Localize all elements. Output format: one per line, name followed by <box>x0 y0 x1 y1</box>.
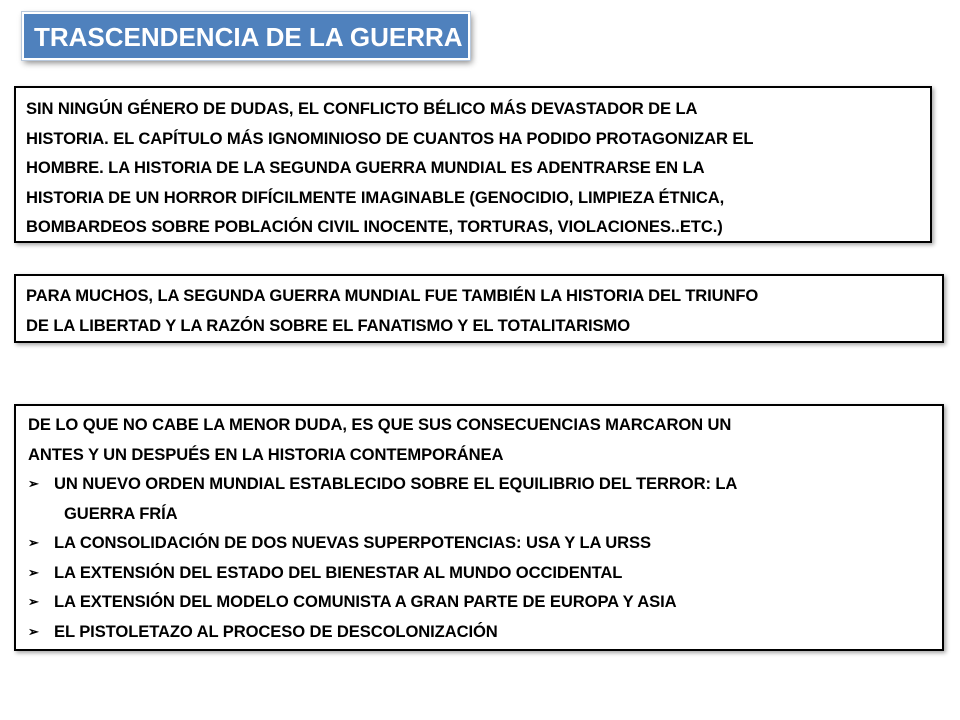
text-box-consequences <box>14 404 944 651</box>
text-line: HOMBRE. LA HISTORIA DE LA SEGUNDA GUERRA MUNDIAL ES ADENTRARSE EN LA <box>26 158 705 177</box>
text-line: PARA MUCHOS, LA SEGUNDA GUERRA MUNDIAL FUE TAMBIÉN LA HISTORIA DEL TRIUNFO <box>26 286 759 305</box>
intro-line: ANTES Y UN DESPUÉS EN LA HISTORIA CONTEMPORÁNEA <box>28 444 504 464</box>
text-line: DE LA LIBERTAD Y LA RAZÓN SOBRE EL FANATISMO Y EL TOTALITARISMO <box>26 315 631 335</box>
intro-line: DE LO QUE NO CABE LA MENOR DUDA, ES QUE SUS CONSECUENCIAS MARCARON UN <box>28 415 732 434</box>
bullet-item <box>28 558 932 588</box>
bullet-text: LA CONSOLIDACIÓN DE DOS NUEVAS SUPERPOTENCIAS: USA Y LA URSS <box>54 533 651 552</box>
text-box-triumph <box>14 274 944 343</box>
bullet-continuation: GUERRA FRÍA <box>64 503 178 523</box>
bullet-item <box>28 528 932 558</box>
bullet-text: UN NUEVO ORDEN MUNDIAL ESTABLECIDO SOBRE EL EQUILIBRIO DEL TERROR: LA <box>54 474 738 493</box>
bullet-text: EL PISTOLETAZO AL PROCESO DE DESCOLONIZACIÓN <box>54 621 498 641</box>
text-line: HISTORIA DE UN HORROR DIFÍCILMENTE IMAGINABLE (GENOCIDIO, LIMPIEZA ÉTNICA, <box>26 187 725 207</box>
title-banner <box>22 12 470 60</box>
bullet-text: LA EXTENSIÓN DEL ESTADO DEL BIENESTAR AL MUNDO OCCIDENTAL <box>54 562 623 582</box>
bullet-item <box>28 469 932 499</box>
bullet-item <box>28 617 932 647</box>
text-line: SIN NINGÚN GÉNERO DE DUDAS, EL CONFLICTO BÉLICO MÁS DEVASTADOR DE LA <box>26 99 698 118</box>
bullet-text: LA EXTENSIÓN DEL MODELO COMUNISTA A GRAN PARTE DE EUROPA Y ASIA <box>54 592 677 611</box>
arrow-bullet-icon: ➢ <box>28 535 39 550</box>
arrow-bullet-icon: ➢ <box>28 623 39 639</box>
bullet-item <box>28 587 932 617</box>
slide-title: TRASCENDENCIA DE LA GUERRA <box>34 22 463 52</box>
arrow-bullet-icon: ➢ <box>28 476 39 491</box>
arrow-bullet-icon: ➢ <box>28 564 39 580</box>
text-line: BOMBARDEOS SOBRE POBLACIÓN CIVIL INOCENTE, TORTURAS, VIOLACIONES..ETC.) <box>26 217 723 236</box>
text-line: HISTORIA. EL CAPÍTULO MÁS IGNOMINIOSO DE CUANTOS HA PODIDO PROTAGONIZAR EL <box>26 128 754 148</box>
arrow-bullet-icon: ➢ <box>28 594 39 609</box>
text-box-war-impact <box>14 86 932 243</box>
